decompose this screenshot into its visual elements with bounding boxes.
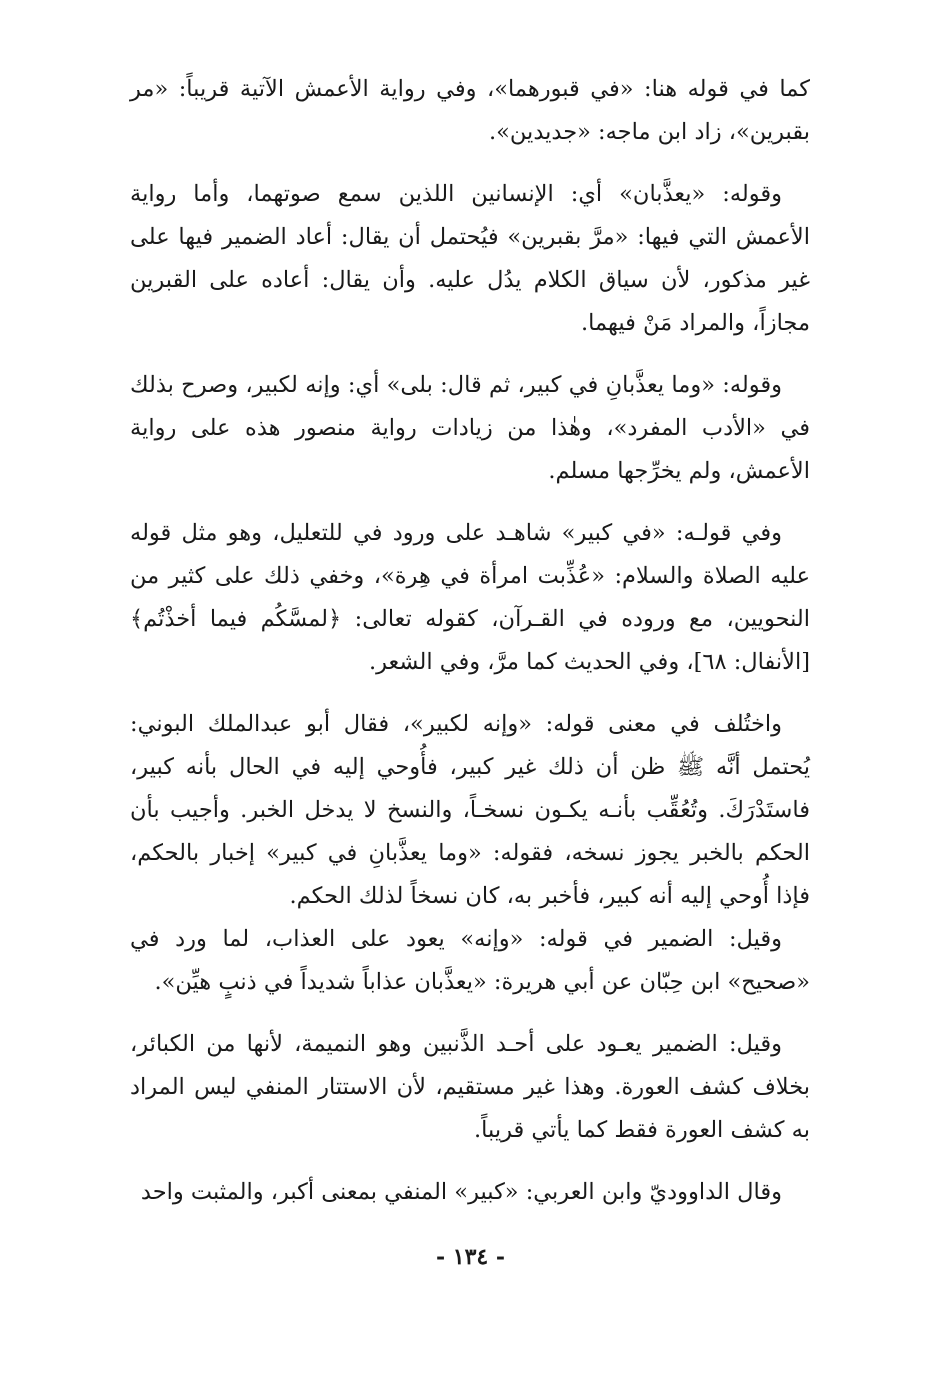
paragraph-2: وقوله: «يعذَّبان» أي: الإنسانين اللذين سمع صوتهما، وأما رواية الأعمش التي فيها: «مرَّ بقبرين» فيُحتمل أن يقال: أعاد الضمير فيها على غير مذكور، لأن سياق الكلام يدُل عليه. وأن يقال: أعاده على القبرين مجازاً، والمراد مَنْ فيهما.: [130, 181, 810, 336]
paragraph-7: وقيل: الضمير يعـود على أحـد الذَّنبين وهو النميمة، لأنها من الكبائر، بخلاف كشف العورة. وهذا غير مستقيم، لأن الاستتار المنفي ليس المراد به كشف العورة فقط كما يأتي قريباً.: [130, 1031, 810, 1143]
paragraph-8: وقال الداووديّ وابن العربي: «كبير» المنفي بمعنى أكبر، والمثبت واحد: [140, 1179, 782, 1205]
paragraph-4: وفي قولـه: «في كبير» شاهـد على ورود في للتعليل، وهو مثل قوله عليه الصلاة والسلام: «عُذِّبت امرأة في هِرة»، وخفي ذلك على كثير من النحويين، مع وروده في القـرآن، كقوله تعالى: ﴿لمسَّكُم فيما أخذْتُم﴾ [الأنفال: ٦٨]، وفي الحديث كما مرَّ، وفي الشعر.: [130, 520, 810, 675]
page-body-text: [130, 68, 810, 1233]
paragraph-5: واختُلف في معنى قوله: «وإنه لكبير»، فقال أبو عبدالملك البوني: يُحتمل أنَّه ﷺ ظن أن ذلك غير كبير، فأُوحي إليه في الحال بأنه كبير، فاستَدْرَكَ. وتُعُقِّب بأنـه يكـون نسخـاً، والنسخ لا يدخل الخبر. وأجيب بأن الحكم بالخبر يجوز نسخه، فقوله: «وما يعذَّبانِ في كبير» إخبار بالحكم، فإذا أُوحي إليه أنه كبير، فأخبر به، كان نسخاً لذلك الحكم.: [130, 711, 810, 909]
paragraph-1: كما في قوله هنا: «في قبورهما»، وفي رواية الأعمش الآتية قريباً: «مر بقبرين»، زاد ابن ماجه: «جديدين».: [130, 76, 810, 145]
paragraph-6: وقيل: الضمير في قوله: «وإنه» يعود على العذاب، لما ورد في «صحيح» ابن حِبّان عن أبي هريرة: «يعذَّبان عذاباً شديداً في ذنبٍ هيِّن».: [130, 926, 810, 995]
page-number: - ١٣٤ -: [435, 1244, 506, 1270]
paragraph-3: وقوله: «وما يعذَّبانِ في كبير، ثم قال: بلى» أي: وإنه لكبير، وصرح بذلك في «الأدب المفرد»، وهٰذا من زيادات رواية منصور هذه على رواية الأعمش، ولم يخرِّجها مسلم.: [130, 372, 810, 484]
